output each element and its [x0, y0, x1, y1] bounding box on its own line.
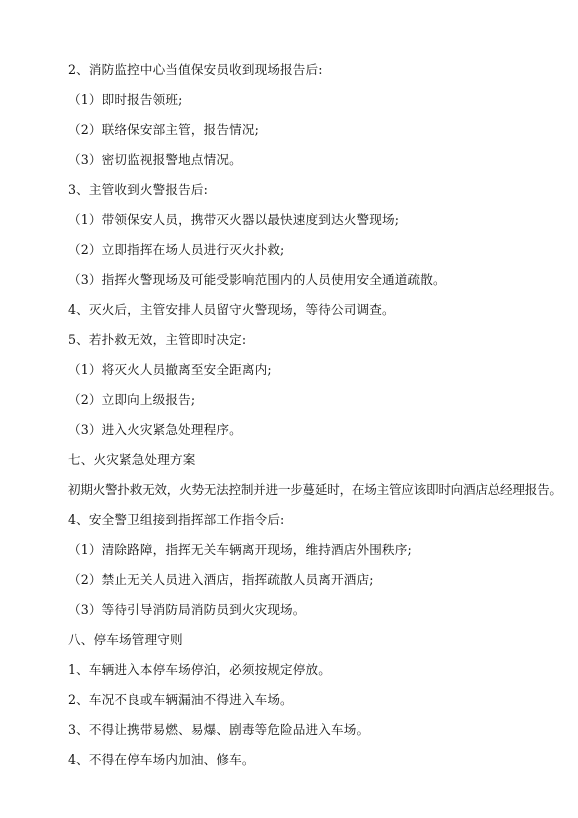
- text-line: 4、安全警卫组接到指挥部工作指令后:: [68, 512, 285, 527]
- text-line: （3）指挥火警现场及可能受影响范围内的人员使用安全通道疏散。: [68, 272, 446, 287]
- text-line: 3、主管收到火警报告后:: [68, 182, 208, 197]
- text-line: 1、车辆进入本停车场停泊，必须按规定停放。: [68, 662, 332, 677]
- text-line: （2）立即指挥在场人员进行灭火扑救;: [68, 242, 285, 257]
- text-line: 2、车况不良或车辆漏油不得进入车场。: [68, 692, 293, 707]
- text-line: （1）清除路障，指挥无关车辆离开现场，维持酒店外围秩序;: [68, 542, 412, 557]
- text-line: （1）即时报告领班;: [68, 92, 183, 107]
- text-line: 4、灭火后，主管安排人员留守火警现场，等待公司调查。: [68, 302, 395, 317]
- text-line: （1）将灭火人员撤离至安全距离内;: [68, 362, 272, 377]
- text-line: 2、消防监控中心当值保安员收到现场报告后:: [68, 62, 323, 77]
- text-line: 初期火警扑救无效，火势无法控制并进一步蔓延时，在场主管应该即时向酒店总经理报告。: [68, 482, 562, 497]
- section-heading: 八、停车场管理守则: [68, 632, 183, 647]
- text-line: （2）联络保安部主管，报告情况;: [68, 122, 259, 137]
- text-line: （3）密切监视报警地点情况。: [68, 152, 242, 167]
- text-line: （3）进入火灾紧急处理程序。: [68, 422, 242, 437]
- text-line: （2）禁止无关人员进入酒店，指挥疏散人员离开酒店;: [68, 572, 374, 587]
- section-heading: 七、火灾紧急处理方案: [68, 452, 196, 467]
- text-line: 4、不得在停车场内加油、修车。: [68, 752, 255, 767]
- text-line: （2）立即向上级报告;: [68, 392, 196, 407]
- text-line: 5、若扑救无效，主管即时决定:: [68, 332, 247, 347]
- text-line: （1）带领保安人员，携带灭火器以最快速度到达火警现场;: [68, 212, 400, 227]
- text-line: 3、不得让携带易燃、易爆、剧毒等危险品进入车场。: [68, 722, 370, 737]
- text-line: （3）等待引导消防局消防员到火灾现场。: [68, 602, 306, 617]
